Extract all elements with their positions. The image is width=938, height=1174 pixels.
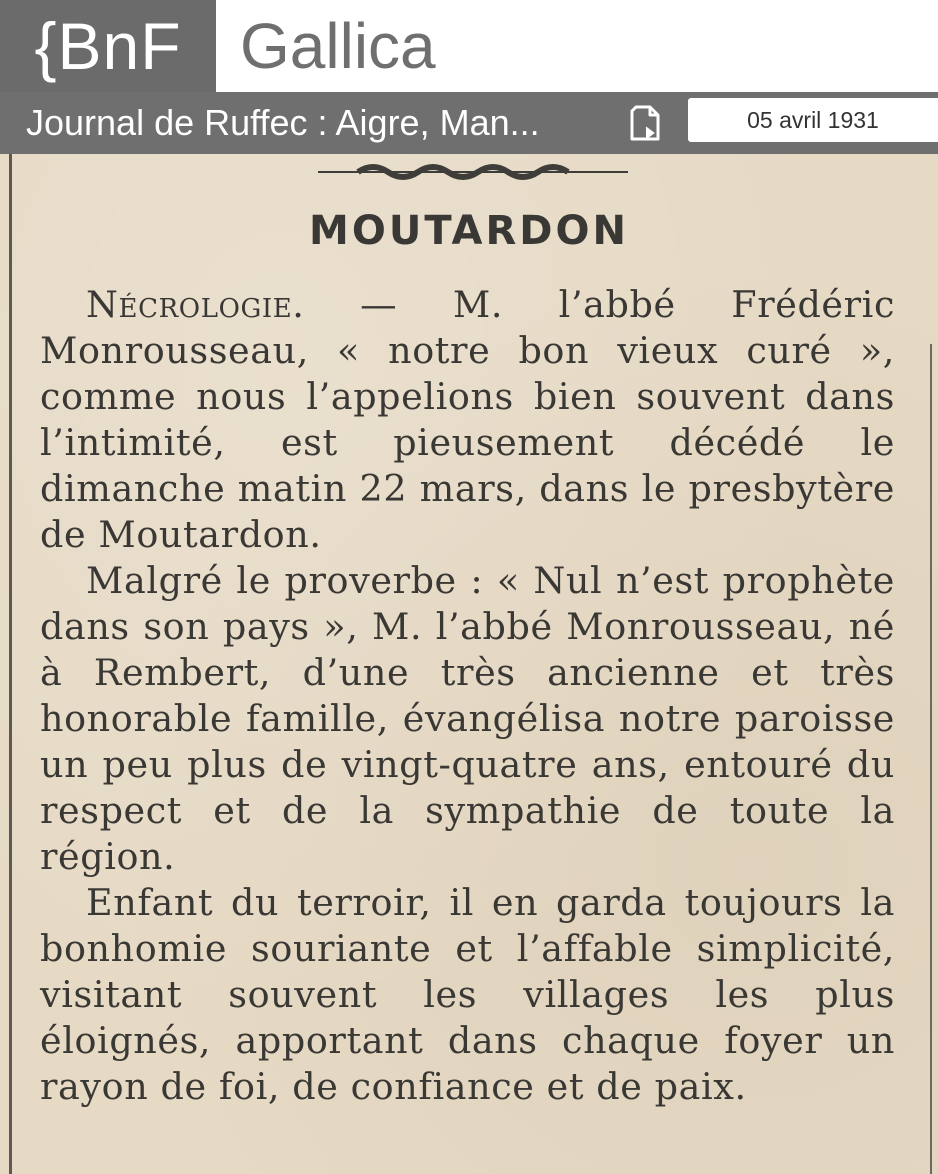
paragraph-1-text: — M. l’abbé Frédéric Monrousseau, « notre bon vieux curé », comme nous l’appelions bien souvent dans l’intimité, est pieusement décédé le dimanche matin 22 mars, dans le presbytère de Moutardon.: [40, 283, 895, 556]
article-headline: MOUTARDON: [309, 208, 629, 254]
paragraph-3: Enfant du terroir, il en garda toujours la bonhomie souriante et l’affable simplicité, visitant souvent les villages les plus éloignés, apportant dans chaque foyer un rayon de foi, de confiance et de paix.: [40, 881, 895, 1108]
column-rule-right: [930, 344, 932, 1174]
lead-word: Nécrologie.: [86, 283, 305, 326]
document-title[interactable]: Journal de Ruffec : Aigre, Man...: [26, 102, 540, 143]
paragraph-1: [40, 282, 895, 558]
app-title[interactable]: Gallica: [240, 10, 436, 82]
column-rule-left: [9, 154, 12, 1174]
ornament-divider: [318, 160, 628, 186]
brand-bar: [0, 0, 938, 92]
paragraph-2: Malgré le proverbe : « Nul n’est prophète dans son pays », M. l’abbé Monrousseau, né à Rembert, d’une très ancienne et très honorable famille, évangélisa notre paroisse un peu plus de vingt-quatre ans, entouré du respect et de la sympathie de toute la région.: [40, 559, 895, 878]
issue-date[interactable]: 05 avril 1931: [688, 98, 938, 142]
article-body: [40, 282, 895, 1110]
bnf-logo[interactable]: {BnF: [0, 0, 216, 92]
newspaper-scan[interactable]: [0, 154, 938, 1174]
page-bookmark-icon[interactable]: [620, 98, 672, 148]
